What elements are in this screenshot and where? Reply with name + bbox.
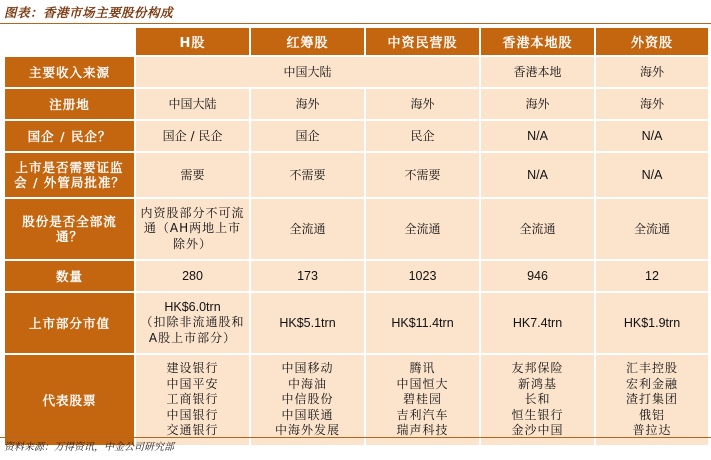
row-label-registration: 注册地: [5, 89, 134, 119]
source-note: 资料来源：万得资讯，中金公司研究部: [4, 442, 174, 453]
stock-name: 中海油: [287, 376, 327, 391]
cell-representatives-foreign: [596, 355, 708, 445]
stock-name: 金沙中国: [511, 423, 564, 438]
stock-name: 俄铝: [638, 407, 665, 422]
cell-representatives-h: [136, 355, 249, 445]
row-label-ownership: 国企 / 民企？: [5, 121, 134, 151]
stock-name: 恒生银行: [511, 407, 564, 422]
cell-market-cap-p: HK$11.4trn: [366, 293, 479, 353]
cell-circulation-h-line: 除外）: [172, 236, 212, 251]
stock-name: 新鸿基: [517, 376, 557, 391]
cell-count-p: 1023: [366, 261, 479, 291]
stock-name: 中国银行: [166, 407, 219, 422]
stock-name: 渣打集团: [625, 392, 678, 407]
row-label-approval-line: 会 / 外管局批准？: [14, 175, 125, 190]
row-label-count: 数量: [5, 261, 134, 291]
stock-name: 碧桂园: [402, 392, 442, 407]
row-circulation: [5, 199, 708, 259]
cell-registration-h: 中国大陆: [136, 89, 249, 119]
row-registration: [5, 89, 708, 119]
bottom-divider: [0, 437, 711, 438]
stock-name: 瑞声科技: [396, 423, 449, 438]
stock-name: 中国移动: [281, 361, 334, 376]
cell-representatives-p: [366, 355, 479, 445]
stock-name: 中海外发展: [274, 423, 340, 438]
cell-market-cap-h: [136, 293, 249, 353]
cell-ownership-local: N/A: [481, 121, 594, 151]
cell-count-local: 946: [481, 261, 594, 291]
cell-approval-red: 不需要: [251, 153, 364, 197]
cell-ownership-foreign: N/A: [596, 121, 708, 151]
cell-count-h: 280: [136, 261, 249, 291]
cell-revenue-local: 香港本地: [481, 57, 594, 87]
stock-name: 交通银行: [166, 423, 219, 438]
cell-market-cap-h-line: （扣除非流通股和: [140, 315, 245, 330]
row-label-circulation: [5, 199, 134, 259]
stock-name: 吉利汽车: [396, 407, 449, 422]
cell-approval-h: 需要: [136, 153, 249, 197]
cell-circulation-red: 全流通: [251, 199, 364, 259]
row-label-approval-line: 上市是否需要证监: [15, 159, 124, 175]
stock-name: 长和: [524, 392, 551, 407]
share-composition-table: [3, 26, 710, 447]
stock-name: 宏利金融: [625, 376, 678, 391]
figure-caption: 图表：香港市场主要股份构成: [4, 5, 174, 20]
row-label-market-cap: 上市部分市值: [5, 293, 134, 353]
cell-circulation-p: 全流通: [366, 199, 479, 259]
cell-registration-red: 海外: [251, 89, 364, 119]
cell-market-cap-red: HK$5.1trn: [251, 293, 364, 353]
top-divider: [0, 23, 711, 24]
cell-approval-foreign: N/A: [596, 153, 708, 197]
stock-name: 普拉达: [632, 423, 672, 438]
cell-circulation-foreign: 全流通: [596, 199, 708, 259]
row-market-cap: [5, 293, 708, 353]
cell-ownership-red: 国企: [251, 121, 364, 151]
stock-name: 腾讯: [409, 361, 436, 376]
stock-name: 建设银行: [166, 361, 219, 376]
cell-market-cap-h-line: HK$6.0trn: [164, 299, 221, 314]
cell-ownership-p: 民企: [366, 121, 479, 151]
cell-registration-local: 海外: [481, 89, 594, 119]
cell-circulation-h-line: 通（AH两地上市: [143, 221, 242, 236]
cell-circulation-h: [136, 199, 249, 259]
stock-name: 汇丰控股: [625, 361, 678, 376]
stock-name: 中国恒大: [396, 376, 449, 391]
row-count: [5, 261, 708, 291]
row-revenue-source: [5, 57, 708, 87]
cell-market-cap-foreign: HK$1.9trn: [596, 293, 708, 353]
cell-approval-p: 不需要: [366, 153, 479, 197]
corner-cell: [5, 28, 134, 55]
cell-representatives-red: [251, 355, 364, 445]
stock-name: 中信股份: [281, 392, 334, 407]
cell-registration-foreign: 海外: [596, 89, 708, 119]
row-representatives: [5, 355, 708, 445]
cell-market-cap-local: HK7.4trn: [481, 293, 594, 353]
column-header-hk-local: 香港本地股: [481, 28, 594, 55]
column-header-p-chips: 中资民营股: [366, 28, 479, 55]
cell-revenue-foreign: 海外: [596, 57, 708, 87]
stock-name: 中国平安: [166, 376, 219, 391]
cell-ownership-h: 国企 / 民企: [136, 121, 249, 151]
row-label-approval: [5, 153, 134, 197]
header-row: [5, 28, 708, 55]
cell-count-red: 173: [251, 261, 364, 291]
column-header-foreign: 外资股: [596, 28, 708, 55]
row-label-representatives: 代表股票: [5, 355, 134, 445]
cell-representatives-local: [481, 355, 594, 445]
cell-approval-local: N/A: [481, 153, 594, 197]
column-header-h-shares: H股: [136, 28, 249, 55]
cell-count-foreign: 12: [596, 261, 708, 291]
row-label-circulation-line: 股份是否全部流: [22, 213, 117, 229]
row-approval: [5, 153, 708, 197]
cell-circulation-h-line: 内资股部分不可流: [140, 205, 245, 220]
cell-circulation-local: 全流通: [481, 199, 594, 259]
row-label-revenue-source: 主要收入来源: [5, 57, 134, 87]
stock-name: 工商银行: [166, 392, 219, 407]
cell-revenue-mainland: 中国大陆: [136, 57, 479, 87]
cell-registration-p: 海外: [366, 89, 479, 119]
stock-name: 中国联通: [281, 407, 334, 422]
column-header-red-chips: 红筹股: [251, 28, 364, 55]
row-ownership: [5, 121, 708, 151]
row-label-circulation-line: 通？: [55, 229, 83, 244]
stock-name: 友邦保险: [511, 361, 564, 376]
cell-market-cap-h-line: A股上市部分）: [148, 330, 237, 345]
